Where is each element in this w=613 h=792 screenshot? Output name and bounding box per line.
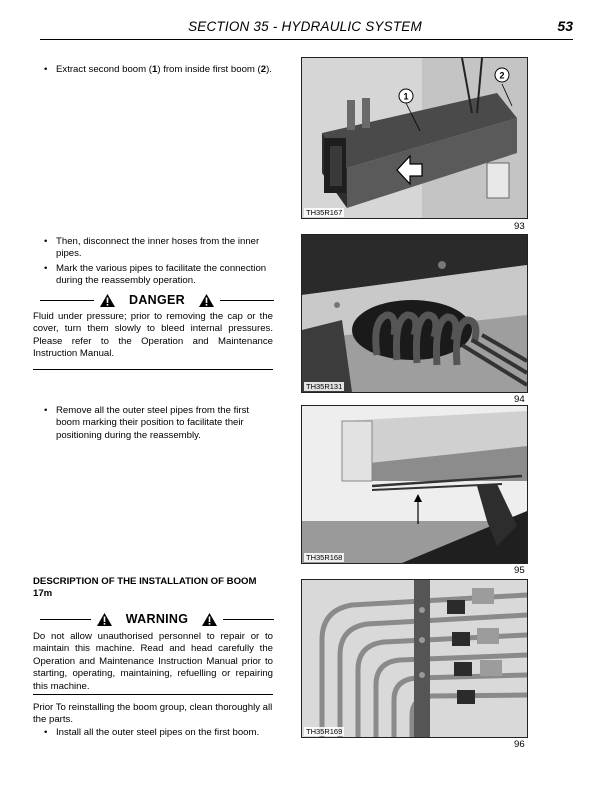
callout-2: 2: [499, 70, 505, 81]
header-rule: [40, 39, 573, 40]
bullet-marker: •: [44, 405, 48, 416]
figure-93-photo: [301, 57, 528, 219]
warning-triangle-icon: [100, 294, 115, 307]
figure-95-photo: [301, 405, 528, 564]
bullet-marker: •: [44, 236, 48, 247]
steel-pipes-illustration: [302, 580, 527, 737]
step-mark-text: Mark the various pipes to facilitate the connection during the reassembly operation.: [56, 263, 267, 287]
warning-text: Do not allow unauthorised personnel to repair or to maintain this machine. Read and head carefully the Operation and Maintenance Instruction Manual prior to starting, operating, maintaining, refuelling or repairing this machine.: [33, 631, 273, 692]
figure-number: 95: [514, 565, 525, 576]
page-number: 53: [557, 18, 573, 34]
step-install-text: Install all the outer steel pipes on the first boom.: [56, 727, 260, 738]
step-extract: [36, 64, 274, 76]
figure-code: TH35R168: [306, 553, 343, 562]
bullet-marker: •: [44, 727, 48, 738]
warning-banner: [40, 612, 274, 626]
boom-extraction-illustration: [302, 58, 527, 218]
step-disconnect: [36, 236, 274, 261]
step-remove: [36, 405, 274, 442]
figure-code: TH35R131: [306, 382, 343, 391]
figure-number: 93: [514, 221, 525, 232]
step-install: [36, 727, 286, 739]
warning-triangle-icon: [199, 294, 214, 307]
figure-code: TH35R167: [306, 208, 343, 217]
warning-triangle-icon: [202, 613, 217, 626]
section-title: SECTION 35 - HYDRAULIC SYSTEM: [188, 19, 422, 34]
step-mark: [36, 263, 274, 288]
warning-triangle-icon: [97, 613, 112, 626]
figure-number: 96: [514, 739, 525, 750]
callout-1: 1: [403, 91, 409, 102]
danger-banner: [40, 293, 274, 307]
outer-pipes-illustration: [302, 406, 527, 563]
bullet-marker: •: [44, 263, 48, 274]
inner-hoses-illustration: [302, 235, 527, 392]
installation-heading: DESCRIPTION OF THE INSTALLATION OF BOOM 17m: [33, 576, 257, 600]
figure-code: TH35R169: [306, 727, 343, 736]
divider: [33, 369, 273, 370]
prior-text: Prior To reinstalling the boom group, clean thoroughly all the parts.: [33, 702, 273, 726]
step-remove-text: Remove all the outer steel pipes from the first boom marking their position to facilitate their positioning during the reassembly.: [56, 405, 250, 441]
danger-label: DANGER: [129, 293, 185, 307]
figure-number: 94: [514, 394, 525, 405]
figure-96-photo: [301, 579, 528, 738]
figure-94-photo: [301, 234, 528, 393]
warning-label: WARNING: [125, 612, 189, 626]
divider: [33, 694, 273, 695]
step-disconnect-text: Then, disconnect the inner hoses from the inner pipes.: [56, 236, 260, 260]
danger-text: Fluid under pressure; prior to removing the cap or the cover, turn them slowly to bleed internal pressures. Please refer to the Operation and Maintenance Instruction Manual.: [33, 311, 273, 360]
bullet-marker: •: [44, 64, 48, 75]
step-extract-text: Extract second boom (1) from inside first boom (2).: [56, 64, 272, 75]
